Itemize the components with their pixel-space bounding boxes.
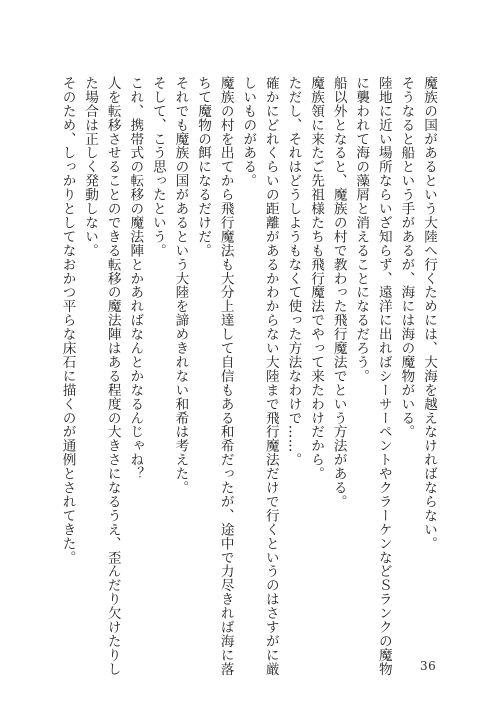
text-line: 人を転移させることのできる転移の魔法陣はある程度の大きさになるうえ、歪んだり欠けたりし <box>104 76 121 676</box>
text-line: そのため、しっかりとしてなおかつ平らな床石に描くのが通例とされてきた。 <box>59 76 76 565</box>
text-line: そうなると船という手があるが、海には海の魔物がいる。 <box>398 76 415 439</box>
text-line: そして、こう思ったという。 <box>149 76 166 258</box>
text-line: しいものがある。 <box>240 76 257 188</box>
text-line: ちて魔物の餌になるだけだ。 <box>195 76 212 258</box>
text-line: 魔族の国があるという大陸へ行くためには、大海を越えなければならない。 <box>421 76 437 551</box>
text-line: 陸地に近い場所ならいざ知らず、遠洋に出ればシーサーペントやクラーケンなどＳランクの魔物 <box>375 76 392 676</box>
text-line: 船以外となると、魔族の村で教わった飛行魔法でという方法がある。 <box>330 76 347 509</box>
text-line: 魔族の村を出てから飛行魔法も大分上達して自信もある和希だったが、途中で力尽きれば海に落 <box>217 76 234 676</box>
text-line: ただし、それはどうしようもなくて使った方法なわけで……。 <box>285 76 302 467</box>
text-line: それでも魔族の国があるという大陸を諦めきれない和希は考えた。 <box>172 76 189 495</box>
text-line: これ、携帯式の転移の魔法陣とかあればなんとかなるんじゃね？ <box>127 76 144 481</box>
text-line: 確かにどれくらいの距離があるかわからない大陸まで飛行魔法だけで行くというのはさすがに厳 <box>262 76 279 676</box>
text-line: 魔族領に来たご先祖様たちも飛行魔法でやって来たわけだから。 <box>308 76 325 481</box>
text-line: に襲われて海の藻屑と消えることになるだろう。 <box>353 76 370 383</box>
page-number: 36 <box>420 659 437 673</box>
text-line: た場合は正しく発動しない。 <box>82 76 99 258</box>
